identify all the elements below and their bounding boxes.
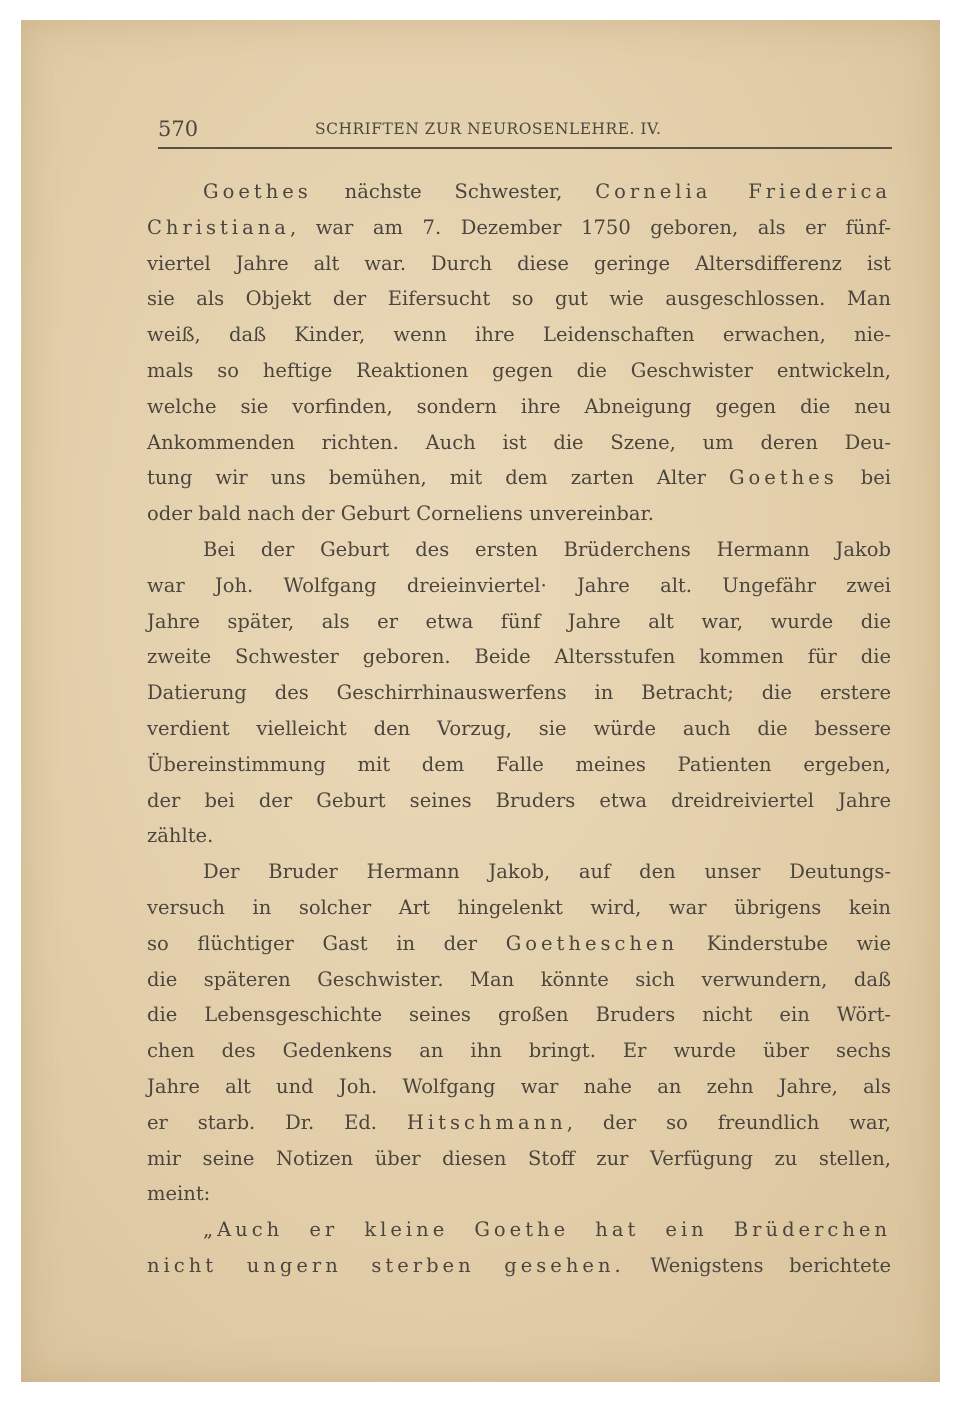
text-run: mals so heftige Reaktionen gegen die Geschwister entwickeln, <box>147 358 891 382</box>
text-line <box>147 639 891 675</box>
text-line <box>147 818 891 854</box>
text-run: tung wir uns bemühen, mit dem zarten Alter <box>147 466 729 490</box>
running-head: SCHRIFTEN ZUR NEUROSENLEHRE. IV. <box>315 120 662 138</box>
text-run: welche sie vorfinden, sondern ihre Abneigung gegen die neu <box>147 394 891 418</box>
text-line <box>147 210 891 246</box>
spaced-emphasis: nicht ungern sterben gesehen. <box>147 1253 625 1277</box>
text-line <box>147 1212 891 1248</box>
spaced-emphasis: Hitschmann <box>406 1110 567 1134</box>
text-line <box>147 711 891 747</box>
text-line <box>147 317 891 353</box>
text-run: , war am 7. Dezember 1750 geboren, als er fünf- <box>289 215 891 239</box>
text-line <box>147 890 891 926</box>
text-run: so flüchtiger Gast in der <box>147 931 506 955</box>
text-run: Ankommenden richten. Auch ist die Szene, um deren Deu- <box>147 430 891 454</box>
text-line <box>147 460 891 496</box>
text-line <box>147 532 891 568</box>
text-run: der bei der Geburt seines Bruders etwa dreidreiviertel Jahre <box>147 788 891 812</box>
text-run: viertel Jahre alt war. Durch diese geringe Altersdifferenz ist <box>147 251 891 275</box>
text-run: Datierung des Geschirrhinauswerfens in Betracht; die erstere <box>147 681 891 705</box>
text-run: er starb. Dr. Ed. <box>147 1110 407 1134</box>
text-line <box>147 962 891 998</box>
text-run: bei <box>837 466 892 490</box>
text-run: Der Bruder Hermann Jakob, auf den unser Deutungs- <box>203 860 891 884</box>
text-line <box>147 997 891 1033</box>
text-line <box>147 281 891 317</box>
text-line <box>147 1105 891 1141</box>
text-line <box>147 1248 891 1284</box>
text-run: die Lebensgeschichte seines großen Bruders nicht ein Wört- <box>147 1003 891 1027</box>
text-line <box>147 389 891 425</box>
text-run: Kinderstube wie <box>678 931 891 955</box>
text-line <box>147 1176 891 1212</box>
text-run: nächste Schwester, <box>311 180 596 203</box>
text-line <box>147 926 891 962</box>
text-run: zählte. <box>147 824 214 848</box>
spaced-emphasis: Christiana <box>147 215 290 239</box>
text-line <box>147 675 891 711</box>
text-line <box>147 604 891 640</box>
spaced-emphasis: Goethes <box>728 466 838 490</box>
text-run: meint: <box>147 1182 211 1206</box>
page-number: 570 <box>158 117 199 141</box>
text-run: war Joh. Wolfgang dreieinviertel· Jahre alt. Ungefähr zwei <box>147 573 891 597</box>
text-run: , der so freundlich war, <box>566 1110 891 1134</box>
text-line <box>147 1069 891 1105</box>
spaced-emphasis: Goetheschen <box>505 931 679 955</box>
text-run: Bei der Geburt des ersten Brüderchens Hermann Jakob <box>203 537 891 561</box>
page-header <box>158 117 892 149</box>
text-line <box>147 568 891 604</box>
text-line <box>147 747 891 783</box>
text-line <box>147 246 891 282</box>
text-run: Jahre alt und Joh. Wolfgang war nahe an zehn Jahre, als <box>147 1074 891 1098</box>
text-run: oder bald nach der Geburt Corneliens unvereinbar. <box>147 502 654 526</box>
text-line <box>147 783 891 819</box>
text-run: Jahre später, als er etwa fünf Jahre alt war, wurde die <box>147 609 891 633</box>
text-run: mir seine Notizen über diesen Stoff zur Verfügung zu stellen, <box>147 1146 891 1170</box>
text-run: zweite Schwester geboren. Beide Altersstufen kommen für die <box>147 645 891 669</box>
text-line <box>147 174 891 210</box>
text-run: die späteren Geschwister. Man könnte sich verwundern, daß <box>147 967 891 991</box>
text-run: Wenigstens berichtete <box>624 1253 891 1277</box>
text-line <box>147 1141 891 1177</box>
text-run: chen des Gedenkens an ihn bringt. Er wurde über sechs <box>147 1039 891 1063</box>
text-line <box>147 425 891 461</box>
text-run: versuch in solcher Art hingelenkt wird, war übrigens kein <box>147 895 891 919</box>
text-line <box>147 1033 891 1069</box>
text-run: verdient vielleicht den Vorzug, sie würde auch die bessere <box>147 716 891 740</box>
spaced-emphasis: Cornelia Friederica <box>595 180 891 203</box>
text-run: Übereinstimmung mit dem Falle meines Patienten ergeben, <box>147 752 891 776</box>
text-run: weiß, daß Kinder, wenn ihre Leidenschaften erwachen, nie- <box>147 323 891 347</box>
text-line <box>147 854 891 890</box>
text-line <box>147 353 891 389</box>
spaced-emphasis: Goethes <box>203 180 312 203</box>
text-line <box>147 496 891 532</box>
body-text <box>147 174 891 1284</box>
spaced-emphasis: „Auch er kleine Goethe hat ein Brüderchen <box>203 1218 891 1242</box>
text-run: sie als Objekt der Eifersucht so gut wie ausgeschlossen. Man <box>147 287 891 311</box>
